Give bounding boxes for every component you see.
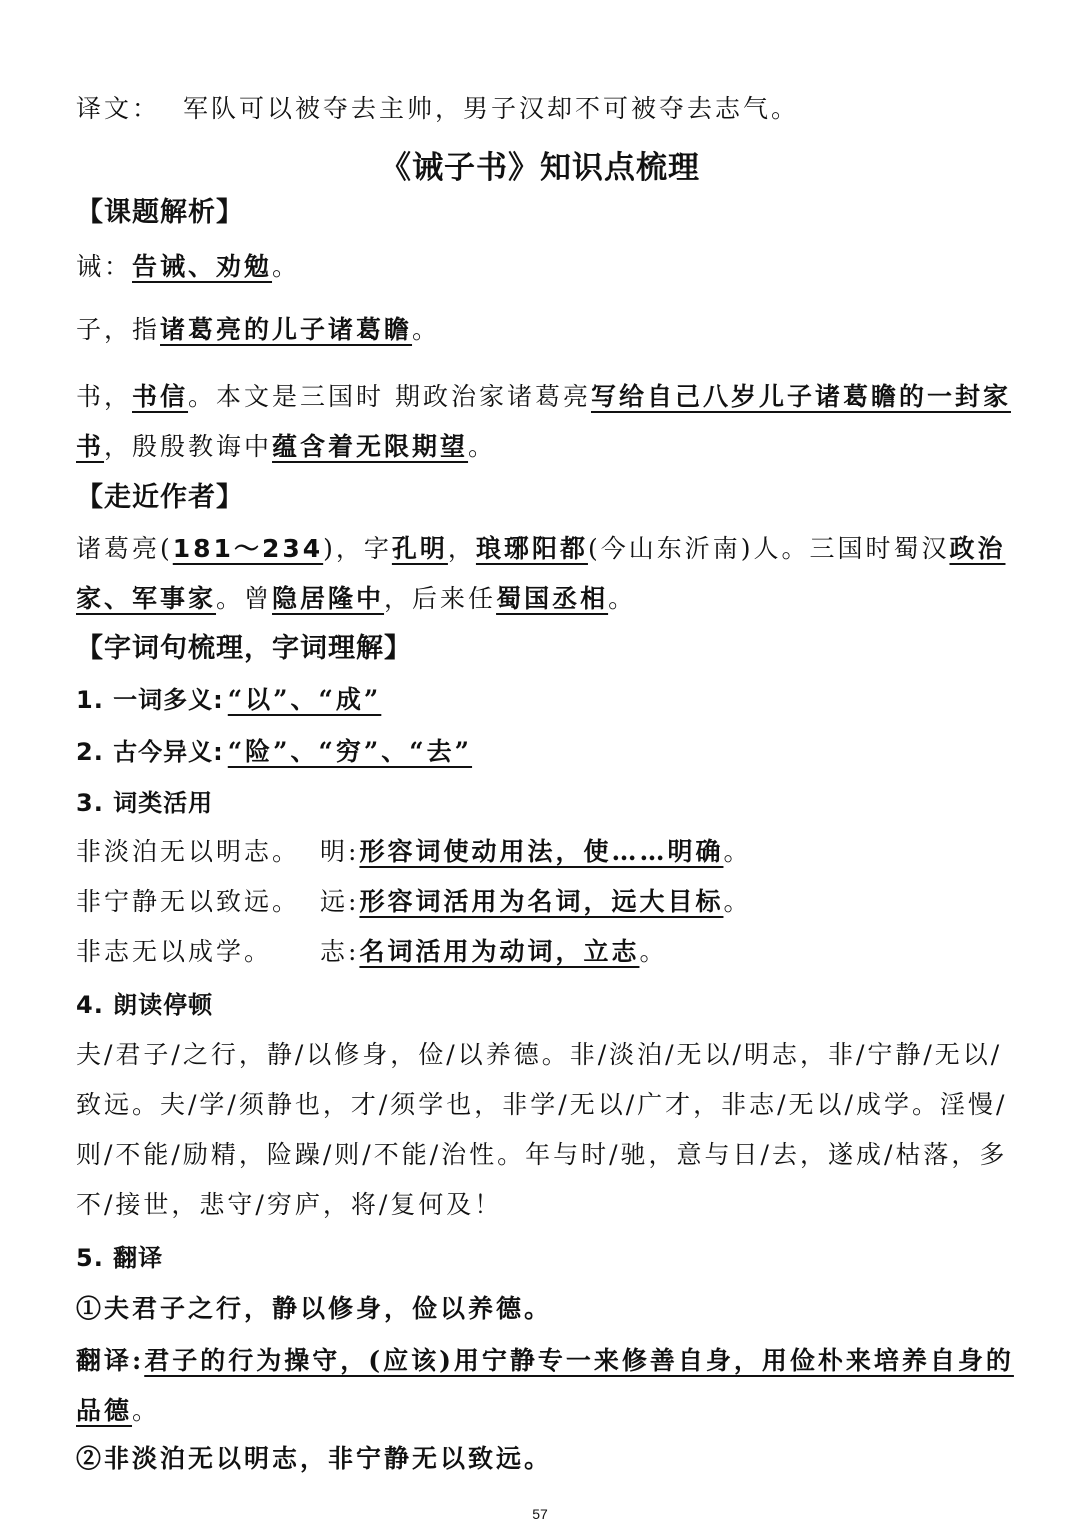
author-years: 181～234 bbox=[172, 534, 324, 563]
answer-1-text: 君子的行为操守，(应该)用宁静专一来修善自身，用俭朴来培养自身的品德 bbox=[76, 1346, 1014, 1425]
translation-text: 军队可以被夺去主帅，男子汉却不可被夺去志气。 bbox=[182, 94, 799, 123]
author-hometown: 琅琊阳都 bbox=[475, 534, 588, 563]
author-p1: 诸葛亮( bbox=[76, 534, 173, 563]
page-number: 57 bbox=[532, 1506, 548, 1522]
usage-sentence-3: 非志无以成学。 bbox=[76, 937, 273, 966]
answer-1 bbox=[76, 1336, 1016, 1436]
usage-sentence-2: 非宁静无以致远。 bbox=[76, 887, 301, 916]
usage-sentence-1: 非淡泊无以明志。 bbox=[76, 837, 301, 866]
question-2: ②非淡泊无以明志，非宁静无以致远。 bbox=[76, 1444, 553, 1473]
usage-explain-1: 形容词使动用法，使……明确 bbox=[359, 837, 724, 866]
usage-end-2: 。 bbox=[723, 887, 752, 916]
item2-value: “险”、“穷”、“去” bbox=[227, 737, 473, 766]
shu-def3: 蕴含着无限期望 bbox=[272, 432, 469, 461]
item2-label: 2. 古今异义: bbox=[76, 738, 224, 766]
shu-mid: 。本文是三国时 期政治家诸葛亮 bbox=[188, 382, 591, 411]
shu-def: 书信 bbox=[132, 382, 189, 411]
usage-row-2 bbox=[76, 885, 1016, 919]
zi-def: 诸葛亮的儿子诸葛瞻 bbox=[160, 315, 413, 344]
zi-prefix: 子，指 bbox=[76, 315, 161, 344]
author-p5: 。曾 bbox=[216, 584, 273, 613]
item5-label: 5. 翻译 bbox=[76, 1244, 164, 1272]
item4-label: 4. 朗读停顿 bbox=[76, 991, 214, 1019]
author-paragraph bbox=[76, 524, 1016, 624]
cheng-end: 。 bbox=[272, 252, 301, 281]
cheng-def: 告诫、劝勉 bbox=[132, 252, 273, 281]
usage-end-1: 。 bbox=[723, 837, 752, 866]
author-p4: (今山东沂南)人。三国时蜀汉 bbox=[587, 534, 950, 563]
shu-prefix: 书， bbox=[76, 382, 133, 411]
heading-words: 【字词句梳理，字词理解】 bbox=[76, 633, 412, 664]
author-p3: ， bbox=[447, 534, 476, 563]
shu-mid2: ，殷殷教诲中 bbox=[104, 432, 273, 461]
item2-line bbox=[76, 735, 1016, 769]
author-role: 政治家、军事家 bbox=[76, 534, 1006, 613]
usage-word-1: 明: bbox=[320, 837, 360, 866]
shu-paragraph bbox=[76, 372, 1016, 472]
item1-value: “以”、“成” bbox=[227, 685, 382, 714]
shu-def2: 写给自己八岁儿子诸葛瞻的一封家书 bbox=[76, 382, 1011, 461]
usage-row-1 bbox=[76, 835, 1016, 869]
heading-author: 【走近作者】 bbox=[76, 482, 244, 513]
zi-line bbox=[76, 313, 1016, 347]
item1-line bbox=[76, 683, 1016, 717]
usage-explain-2: 形容词活用为名词，远大目标 bbox=[359, 887, 724, 916]
usage-word-2: 远: bbox=[320, 887, 360, 916]
author-p2: )，字 bbox=[323, 534, 392, 563]
translation-line bbox=[76, 92, 1016, 126]
author-p7: 。 bbox=[608, 584, 637, 613]
item3-label: 3. 词类活用 bbox=[76, 789, 214, 817]
translation-label: 译文： bbox=[76, 94, 161, 123]
zi-end: 。 bbox=[412, 315, 441, 344]
usage-word-3: 志: bbox=[320, 937, 360, 966]
cheng-line bbox=[76, 250, 1016, 284]
author-zi: 孔明 bbox=[391, 534, 448, 563]
item1-label: 1. 一词多义: bbox=[76, 686, 224, 714]
question-1: ①夫君子之行，静以修身，俭以养德。 bbox=[76, 1294, 553, 1323]
heading-topic: 【课题解析】 bbox=[76, 197, 244, 228]
usage-end-3: 。 bbox=[639, 937, 668, 966]
answer-1-label: 翻译: bbox=[76, 1346, 145, 1375]
author-p6: ，后来任 bbox=[384, 584, 497, 613]
author-retreat: 隐居隆中 bbox=[272, 584, 385, 613]
shu-end: 。 bbox=[468, 432, 497, 461]
author-post: 蜀国丞相 bbox=[496, 584, 609, 613]
usage-explain-3: 名词活用为动词，立志 bbox=[359, 937, 640, 966]
pause-paragraph: 夫/君子/之行，静/以修身，俭/以养德。非/淡泊/无以/明志，非/宁静/无以/致远。夫/学/须静也，才/须学也，非学/无以/广才，非志/无以/成学。淫慢/则/不能/励精，险躁/则/不能/治性。年与时/驰，意与日/去，遂成/枯落，多不/接世，悲守/穷庐，将/复何及！ bbox=[76, 1040, 1008, 1219]
usage-row-3 bbox=[76, 935, 1016, 969]
answer-1-end: 。 bbox=[132, 1396, 161, 1425]
cheng-prefix: 诫： bbox=[76, 252, 133, 281]
page-title: 《诫子书》知识点梳理 bbox=[380, 150, 700, 186]
